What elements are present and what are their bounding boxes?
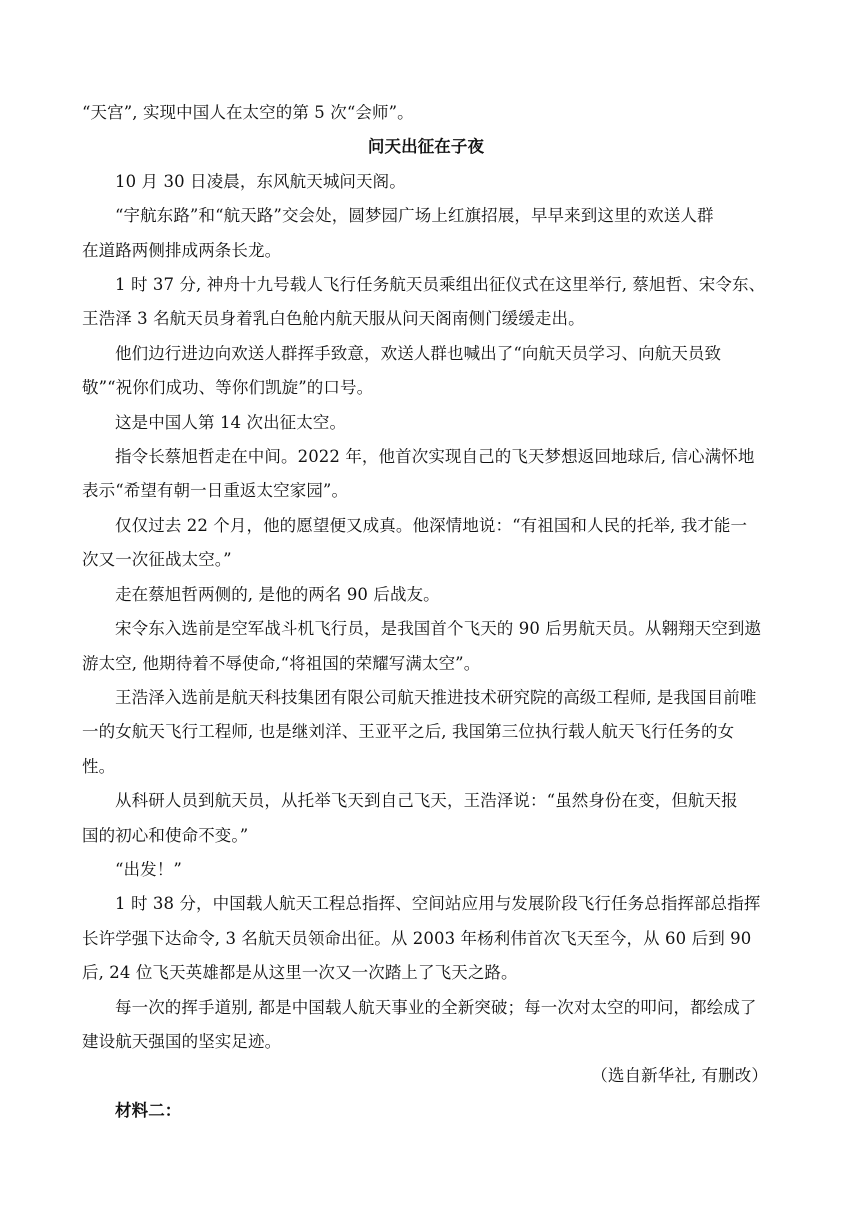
paragraph-line: “出发！”: [115, 859, 182, 879]
text-line: 敬”“祝你们成功、等你们凯旋”的口号。: [82, 378, 374, 398]
text-line: 一的女航天飞行工程师, 也是继刘洋、王亚平之后, 我国第三位执行载人航天飞行任务的女: [82, 722, 735, 742]
paragraph-line: 走在蔡旭哲两侧的, 是他的两名 90 后战友。: [115, 584, 440, 604]
paragraph-line: 指令长蔡旭哲走在中间。2022 年，他首次实现自己的飞天梦想返回地球后, 信心满怀地: [115, 447, 755, 467]
paragraph-line: 从科研人员到航天员，从托举飞天到自己飞天，王浩泽说：“虽然身份在变，但航天报: [115, 791, 738, 811]
text-line: 次又一次征战太空。”: [82, 550, 232, 570]
text-line: 长许学强下达命令, 3 名航天员领命出征。从 2003 年杨利伟首次飞天至今，从 60 后到 90: [82, 928, 752, 948]
text-line: 游太空, 他期待着不辱使命,“将祖国的荣耀写满太空”。: [82, 653, 481, 673]
paragraph-line: “宇航东路”和“航天路”交会处，圆梦园广场上红旗招展，早早来到这里的欢送人群: [115, 206, 714, 226]
text-line: 后, 24 位飞天英雄都是从这里一次又一次踏上了飞天之路。: [82, 963, 518, 983]
paragraph-line: 10 月 30 日凌晨，东风航天城问天阁。: [115, 171, 406, 191]
paragraph-line: 1 时 37 分, 神舟十九号载人飞行任务航天员乘组出征仪式在这里举行, 蔡旭哲、宋令东、: [115, 275, 766, 295]
paragraph-line: 这是中国人第 14 次出征太空。: [115, 412, 347, 432]
text-line: 建设航天强国的坚实足迹。: [82, 1031, 282, 1051]
material-two-heading: 材料二：: [115, 1100, 182, 1120]
paragraph-line: 王浩泽入选前是航天科技集团有限公司航天推进技术研究院的高级工程师, 是我国目前唯: [115, 687, 757, 707]
paragraph-line: 每一次的挥手道别, 都是中国载人航天事业的全新突破；每一次对太空的叩问，都绘成了: [115, 997, 757, 1017]
text-line: “天宫”, 实现中国人在太空的第 5 次“会师”。: [82, 103, 414, 122]
text-line: 国的初心和使命不变。”: [82, 825, 249, 845]
article-body: [82, 96, 770, 1128]
source-note: （选自新华社, 有删改）: [591, 1066, 768, 1086]
text-line: 性。: [82, 756, 116, 776]
text-line: 在道路两侧排成两条长龙。: [82, 240, 282, 260]
text-line: 王浩泽 3 名航天员身着乳白色舱内航天服从问天阁南侧门缓缓走出。: [82, 309, 585, 329]
paragraph-line: 他们边行进边向欢送人群挥手致意，欢送人群也喊出了“向航天员学习、向航天员致: [115, 343, 722, 363]
paragraph-line: 仅仅过去 22 个月，他的愿望便又成真。他深情地说：“有祖国和人民的托举, 我才能一: [115, 515, 748, 535]
text-line: 表示“希望有朝一日重返太空家园”。: [82, 481, 349, 501]
section-title: 问天出征在子夜: [367, 137, 485, 157]
paragraph-line: 1 时 38 分，中国载人航天工程总指挥、空间站应用与发展阶段飞行任务总指挥部总指挥: [115, 894, 761, 914]
paragraph-line: 宋令东入选前是空军战斗机飞行员，是我国首个飞天的 90 后男航天员。从翱翔天空到遨: [115, 619, 762, 639]
